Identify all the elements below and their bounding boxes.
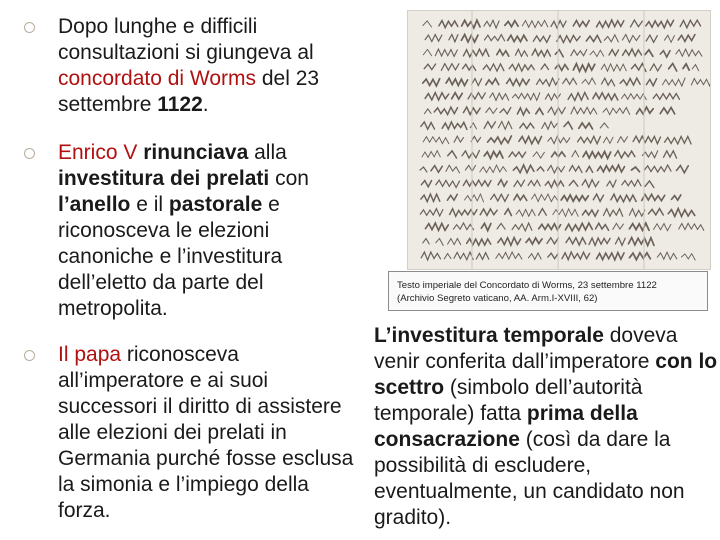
bullet-1-year: 1122: [157, 93, 203, 116]
investitura-text-a: doveva venir conferita dall’imperatore: [374, 324, 678, 373]
caption-line-2: (Archivio Segreto vaticano, AA. Arm.I-XVIII, 62): [397, 293, 598, 304]
manuscript-image: [407, 10, 711, 270]
bullet-2-text-b: con: [269, 167, 309, 190]
bullet-dot-icon: [24, 148, 35, 159]
bullet-dot-icon: [24, 22, 35, 33]
bullet-1-concordato: concordato di Worms: [58, 67, 257, 90]
bullet-2-anello: l’anello: [58, 193, 131, 216]
bullet-2-text-c: e il: [130, 193, 169, 216]
bullet-2-text-a: alla: [248, 141, 287, 164]
bullet-dot-icon: [24, 350, 35, 361]
bullet-2: [58, 140, 358, 322]
bullet-1: [58, 14, 358, 118]
investitura-paragraph: [374, 323, 720, 531]
investitura-heading: L’investitura temporale: [374, 324, 604, 347]
bullet-3: [58, 342, 358, 524]
bullet-2-text-d: e riconosceva le elezioni canoniche e l’investitura dell’eletto da parte del metropolita.: [58, 193, 283, 320]
investitura-consacrazione: prima della consacrazione: [374, 402, 638, 451]
bullet-1-text-b: del 23 settembre: [58, 67, 320, 116]
bullet-1-period: .: [202, 93, 209, 116]
investitura-text-c: (così da dare la possibilità di escludere, eventualmente, un candidato non gradito).: [374, 428, 685, 529]
investitura-text-b: (simbolo dell’autorità temporale) fatta: [374, 376, 643, 425]
bullet-2-rinunciava: rinunciava: [143, 141, 249, 164]
bullet-2-enrico: Enrico V: [58, 141, 138, 164]
image-caption: [388, 271, 708, 311]
bullet-2-pastorale: pastorale: [168, 193, 263, 216]
bullet-1-text-a: Dopo lunghe e difficili consultazioni si giungeva al: [58, 15, 314, 64]
bullet-3-papa: Il papa: [58, 343, 122, 366]
bullet-3-text: riconosceva all’imperatore e ai suoi successori il diritto di assistere alle elezioni dei prelati in Germania purché fosse esclusa la simonia e l’impiego della forza.: [58, 343, 354, 522]
investitura-scettro: con lo scettro: [374, 350, 718, 399]
bullet-2-investitura: investitura dei prelati: [58, 167, 270, 190]
caption-line-1: Testo imperiale del Concordato di Worms, 23 settembre 1122: [397, 280, 657, 291]
manuscript-lines-graphic: [408, 11, 710, 269]
